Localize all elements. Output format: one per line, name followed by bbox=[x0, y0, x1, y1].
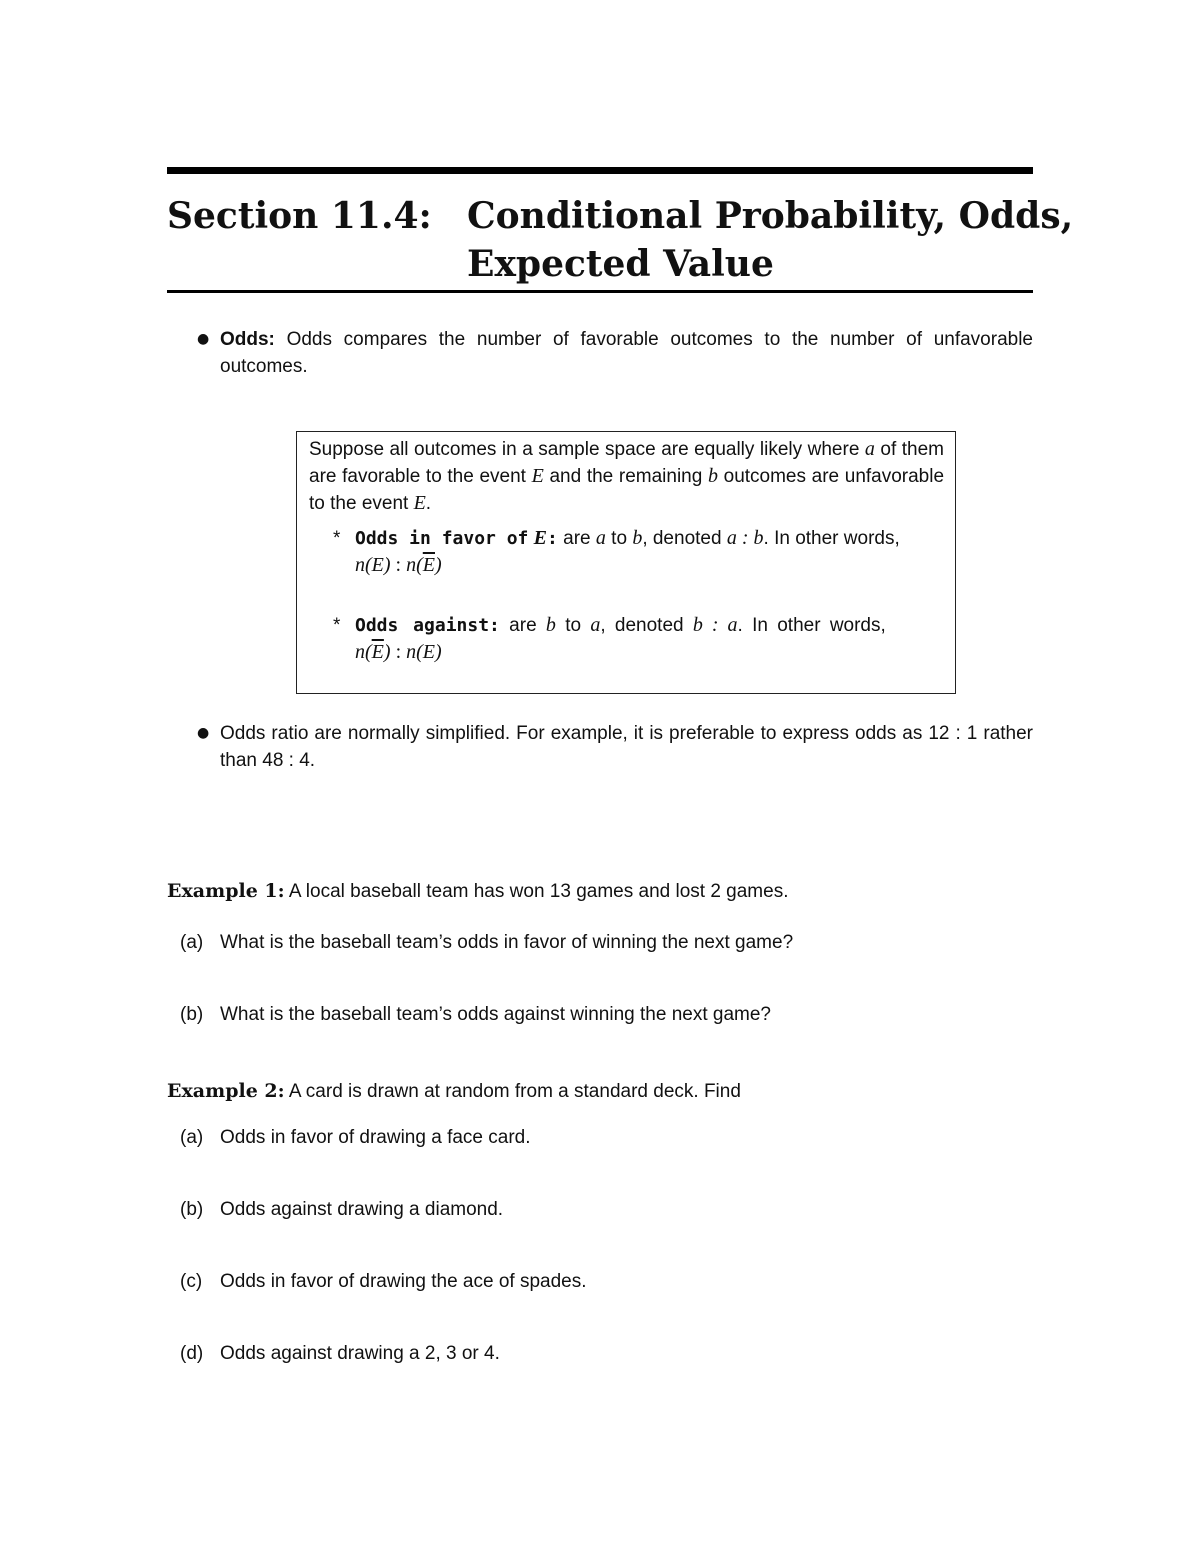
item-label: (b) bbox=[180, 1004, 204, 1025]
list-item bbox=[180, 1196, 503, 1223]
box-intro-text-3: and the remaining bbox=[549, 466, 703, 487]
item-label: (c) bbox=[180, 1271, 203, 1292]
bullet-icon: ● bbox=[197, 331, 210, 347]
var-e: E bbox=[533, 527, 548, 549]
against-ratio: b : a bbox=[692, 614, 738, 636]
formula-n-e: n(E) bbox=[355, 554, 391, 576]
odds-definition-text: Odds compares the number of favorable outcomes to the number of unfavorable outcomes. bbox=[220, 329, 1033, 377]
var-a: a bbox=[864, 438, 875, 460]
item-label: (a) bbox=[180, 1127, 204, 1148]
example-2-text: A card is drawn at random from a standard deck. Find bbox=[288, 1081, 741, 1102]
item-text: What is the baseball team’s odds in favor of winning the next game? bbox=[220, 932, 794, 953]
var-e: E bbox=[413, 492, 426, 514]
item-label: (a) bbox=[180, 932, 204, 953]
section-number: Section 11.4: bbox=[167, 195, 432, 237]
against-text-1: are bbox=[509, 615, 537, 636]
header-rule-bottom bbox=[167, 290, 1033, 293]
header-rule-top bbox=[167, 167, 1033, 174]
list-item bbox=[180, 1340, 500, 1367]
star-icon: * bbox=[333, 615, 341, 636]
favor-text-1: are bbox=[563, 528, 591, 549]
var-b: b bbox=[545, 614, 556, 636]
ratio-note: Odds ratio are normally simplified. For example, it is preferable to express odds as 12 : 1 rather than 48 : 4. bbox=[220, 723, 1033, 771]
favor-text-2: to bbox=[611, 528, 628, 549]
item-text: Odds in favor of drawing the ace of spades. bbox=[220, 1271, 587, 1292]
example-2-label: Example 2: bbox=[167, 1080, 285, 1102]
item-text: Odds in favor of drawing a face card. bbox=[220, 1127, 531, 1148]
example-2-statement bbox=[167, 1078, 741, 1105]
bullet-icon: ● bbox=[197, 725, 210, 741]
var-e: E bbox=[531, 465, 544, 487]
list-item bbox=[180, 1124, 531, 1151]
favor-ratio: a : b bbox=[726, 527, 764, 549]
item-text: Odds against drawing a 2, 3 or 4. bbox=[220, 1343, 500, 1364]
against-text-2: to bbox=[565, 615, 582, 636]
favor-formula bbox=[355, 554, 442, 576]
box-intro-text-2: of them are favorable to the event bbox=[309, 439, 945, 487]
odds-term: Odds: bbox=[220, 329, 275, 350]
favor-text-4: . In other words, bbox=[763, 528, 900, 549]
item-label: (b) bbox=[180, 1199, 204, 1220]
var-a: a bbox=[595, 527, 606, 549]
odds-in-favor-definition bbox=[355, 525, 945, 579]
formula-colon: : bbox=[390, 641, 407, 663]
box-intro bbox=[309, 436, 944, 517]
formula-n-open: n( bbox=[355, 641, 372, 663]
item-label: (d) bbox=[180, 1343, 204, 1364]
list-item bbox=[180, 1001, 771, 1028]
box-intro-text-4: outcomes are unfavorable to the event bbox=[309, 466, 945, 514]
against-text-4: . In other words, bbox=[737, 615, 886, 636]
box-intro-period: . bbox=[425, 493, 432, 514]
formula-close: ) bbox=[435, 554, 442, 576]
odds-definition bbox=[220, 326, 1033, 380]
formula-colon: : bbox=[390, 554, 407, 576]
list-item bbox=[180, 929, 793, 956]
box-intro-text-1: Suppose all outcomes in a sample space are equally likely where bbox=[309, 439, 860, 460]
favor-text-3: , denoted bbox=[642, 528, 722, 549]
formula-e-complement: $\overline{E}$ bbox=[371, 641, 384, 663]
example-1-text: A local baseball team has won 13 games and lost 2 games. bbox=[288, 881, 789, 902]
formula-n-open: n( bbox=[406, 554, 423, 576]
formula-n-e: n(E) bbox=[406, 641, 442, 663]
example-1-label: Example 1: bbox=[167, 880, 285, 902]
item-text: What is the baseball team’s odds against winning the next game? bbox=[220, 1004, 771, 1025]
list-item bbox=[180, 1268, 587, 1295]
odds-against-definition bbox=[355, 612, 945, 666]
formula-close: ) bbox=[383, 641, 391, 663]
against-formula bbox=[355, 641, 442, 663]
var-b: b bbox=[632, 527, 643, 549]
against-term: Odds against: bbox=[355, 615, 500, 636]
favor-colon: : bbox=[547, 528, 558, 549]
star-icon: * bbox=[333, 528, 341, 549]
var-b: b bbox=[707, 465, 718, 487]
section-title: Conditional Probability, Odds, Expected Value bbox=[467, 195, 1074, 285]
var-a: a bbox=[590, 614, 601, 636]
item-text: Odds against drawing a diamond. bbox=[220, 1199, 504, 1220]
favor-term: Odds in favor of bbox=[355, 528, 529, 549]
against-text-3: , denoted bbox=[600, 615, 684, 636]
formula-e-complement: $\overline{E}$ bbox=[422, 554, 435, 576]
example-1-statement bbox=[167, 878, 788, 905]
